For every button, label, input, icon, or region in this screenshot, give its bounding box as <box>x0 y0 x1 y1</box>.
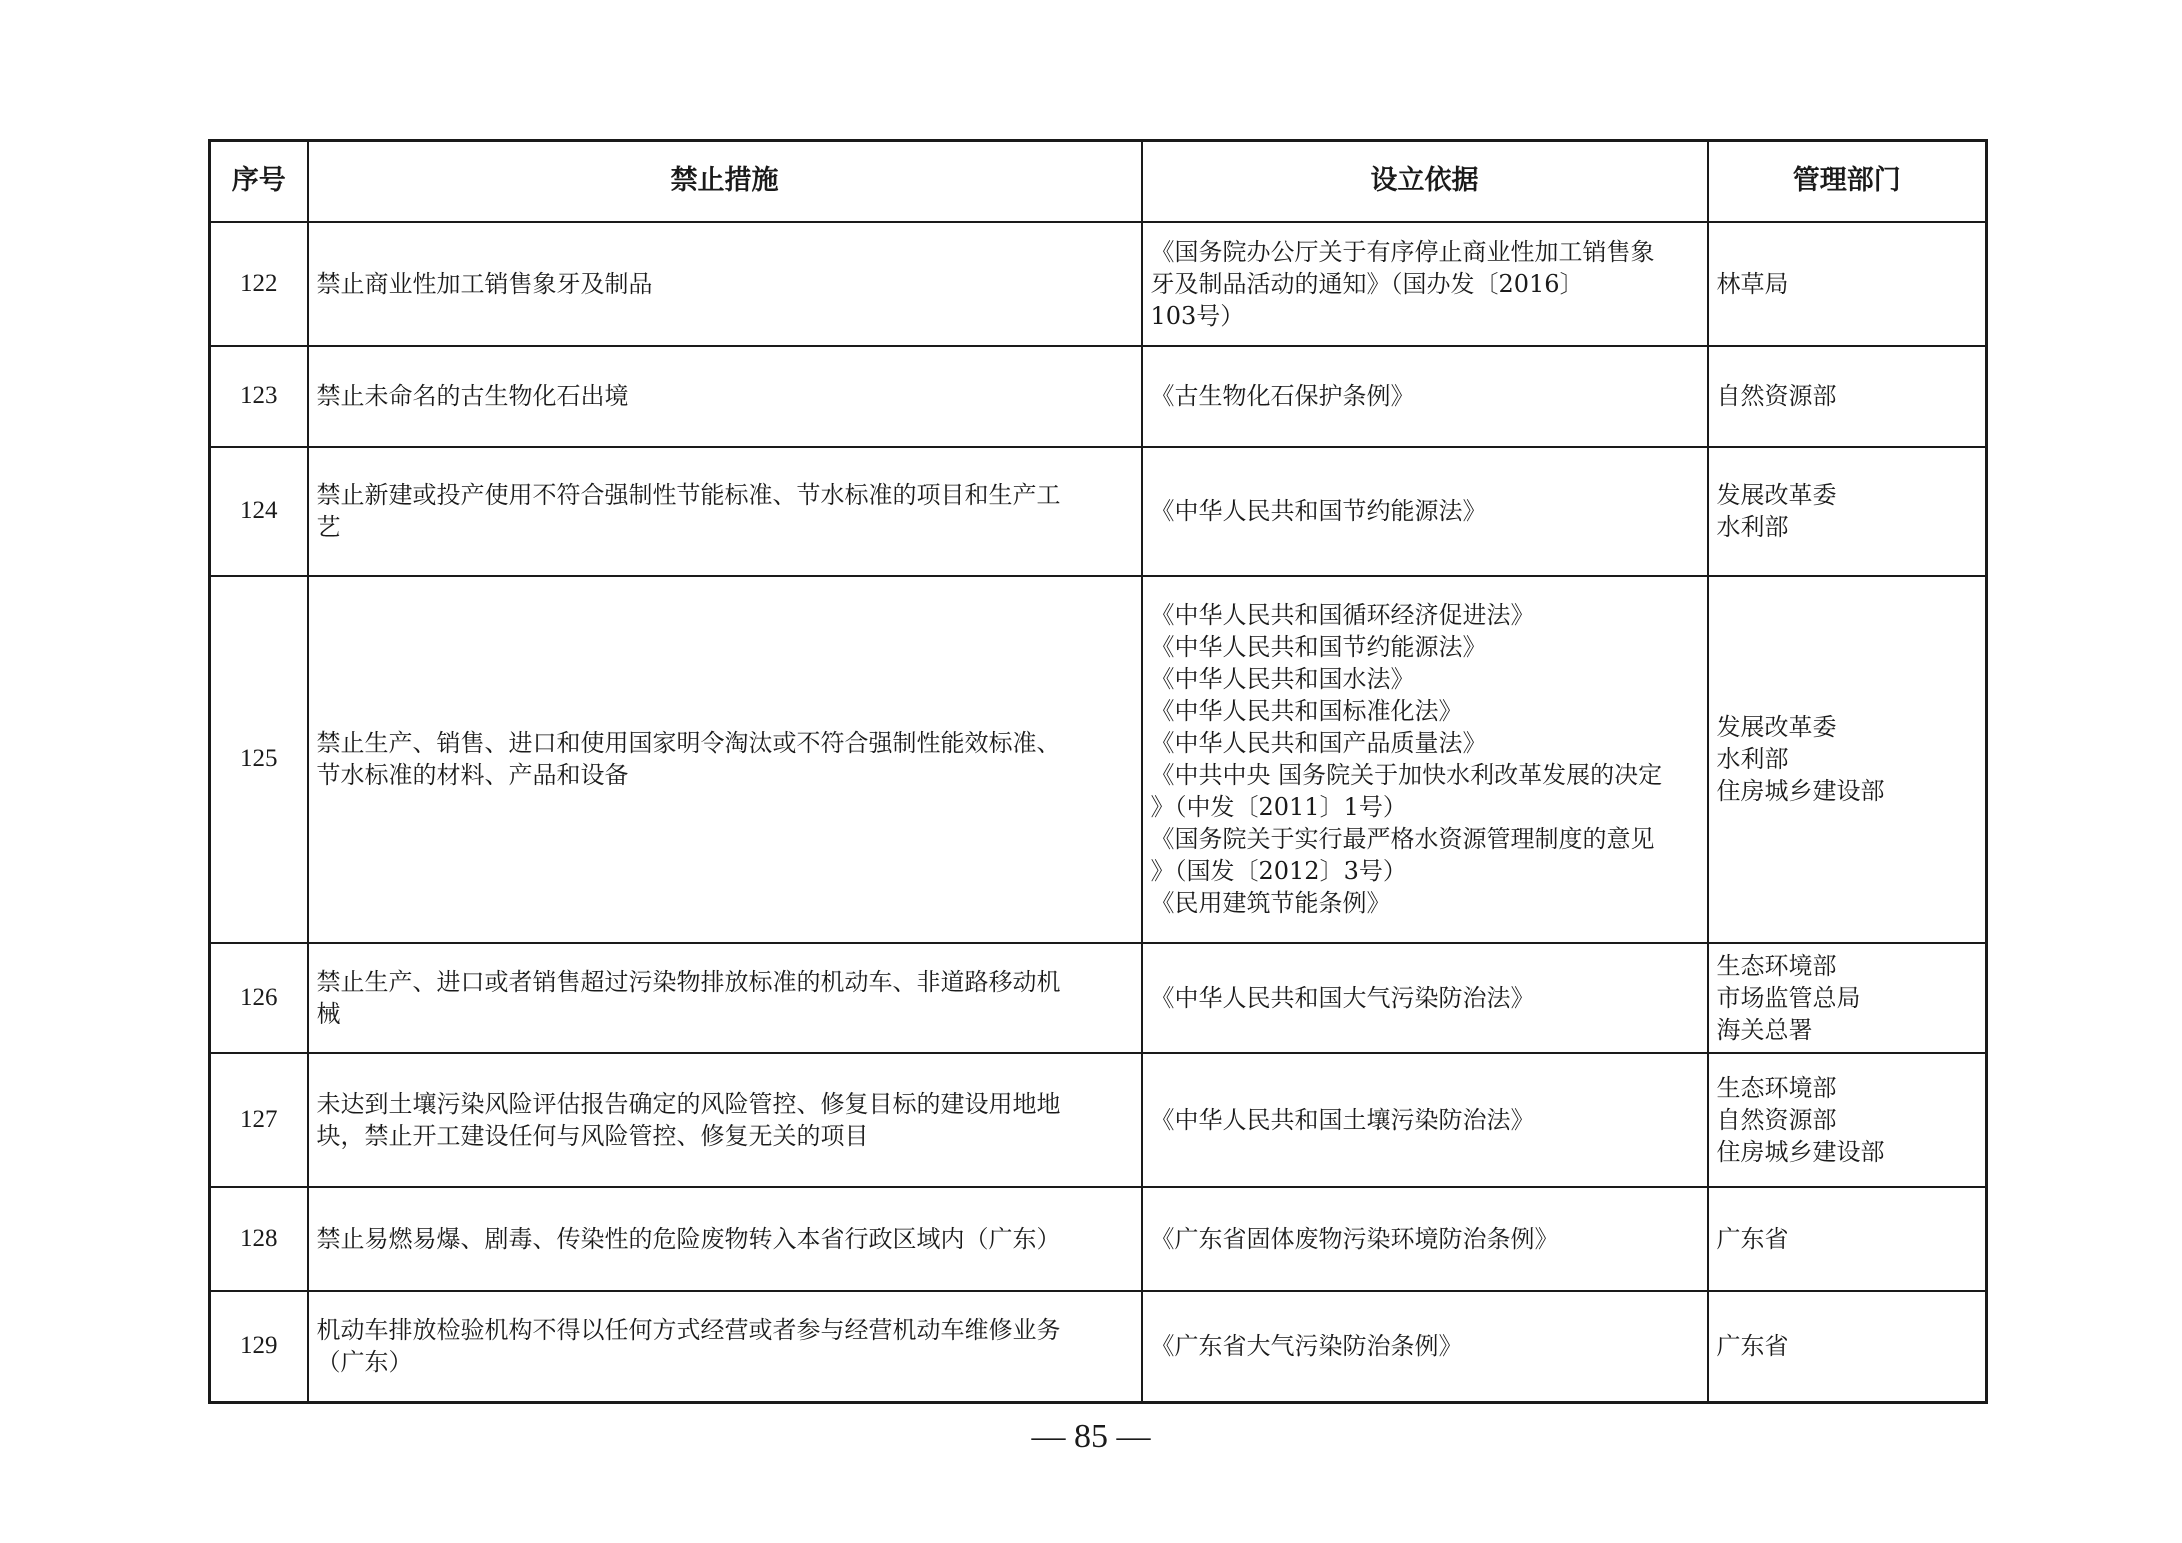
table-row <box>210 1053 1987 1187</box>
cell-measure <box>308 1291 1142 1403</box>
cell-dept <box>1708 943 1987 1053</box>
cell-dept <box>1708 222 1987 346</box>
cell-dept <box>1708 576 1987 943</box>
cell-dept-line: 住房城乡建设部 <box>1716 777 1885 805</box>
cell-seq: 123 <box>210 346 308 447</box>
cell-dept-line: 广东省 <box>1716 1332 1789 1361</box>
cell-basis-line: 《中华人民共和国循环经济促进法》 <box>1150 601 1535 629</box>
cell-dept-line: 广东省 <box>1716 1224 1789 1253</box>
cell-dept-line: 自然资源部 <box>1716 382 1837 410</box>
cell-measure-line: 械 <box>316 999 341 1028</box>
cell-seq: 124 <box>210 447 308 576</box>
cell-seq: 128 <box>210 1187 308 1291</box>
cell-dept-line: 林草局 <box>1716 269 1789 298</box>
cell-basis <box>1142 222 1708 346</box>
cell-seq: 125 <box>210 576 308 943</box>
cell-measure-line: 禁止生产、进口或者销售超过污染物排放标准的机动车、非道路移动机 <box>316 967 1061 996</box>
cell-measure-line: 机动车排放检验机构不得以任何方式经营或者参与经营机动车维修业务 <box>316 1316 1061 1345</box>
cell-dept-line: 发展改革委 <box>1716 713 1837 741</box>
cell-measure <box>308 943 1142 1053</box>
cell-basis-line: 《中共中央 国务院关于加快水利改革发展的决定 <box>1150 761 1663 789</box>
cell-dept-line: 水利部 <box>1716 513 1789 541</box>
table-row <box>210 1291 1987 1403</box>
table-body <box>210 222 1987 1403</box>
cell-basis-line: 》（国发〔2012〕3号） <box>1150 857 1407 885</box>
cell-dept <box>1708 1187 1987 1291</box>
cell-measure-line: 未达到土壤污染风险评估报告确定的风险管控、修复目标的建设用地地 <box>316 1089 1061 1118</box>
cell-measure-line: 禁止商业性加工销售象牙及制品 <box>316 269 653 298</box>
table-row <box>210 576 1987 943</box>
cell-basis-line: 《中华人民共和国节约能源法》 <box>1150 633 1487 661</box>
cell-basis-line: 《国务院关于实行最严格水资源管理制度的意见 <box>1150 825 1655 853</box>
cell-measure <box>308 1053 1142 1187</box>
cell-measure <box>308 576 1142 943</box>
cell-seq: 129 <box>210 1291 308 1403</box>
cell-basis <box>1142 346 1708 447</box>
regulation-table <box>208 139 1988 1404</box>
cell-measure-line: 艺 <box>316 513 341 541</box>
page-number: — 85 — <box>1031 1418 1151 1455</box>
cell-basis <box>1142 943 1708 1053</box>
table-row <box>210 222 1987 346</box>
cell-dept-line: 海关总署 <box>1716 1015 1813 1044</box>
cell-dept-line: 自然资源部 <box>1716 1105 1837 1134</box>
cell-measure-line: 节水标准的材料、产品和设备 <box>316 761 629 789</box>
cell-dept <box>1708 1053 1987 1187</box>
cell-basis-line: 《国务院办公厅关于有序停止商业性加工销售象 <box>1150 237 1655 266</box>
cell-dept <box>1708 1291 1987 1403</box>
cell-basis-line: 》（中发〔2011〕1号） <box>1150 793 1407 821</box>
cell-measure-line: 禁止生产、销售、进口和使用国家明令淘汰或不符合强制性能效标准、 <box>316 729 1061 757</box>
cell-dept-line: 发展改革委 <box>1716 481 1837 509</box>
header-seq: 序号 <box>210 141 308 222</box>
cell-basis-line: 《广东省大气污染防治条例》 <box>1150 1332 1463 1361</box>
table-row <box>210 1187 1987 1291</box>
cell-basis-line: 《中华人民共和国土壤污染防治法》 <box>1150 1105 1535 1134</box>
cell-dept <box>1708 346 1987 447</box>
cell-basis <box>1142 1053 1708 1187</box>
cell-dept-line: 市场监管总局 <box>1716 983 1861 1012</box>
cell-dept <box>1708 447 1987 576</box>
cell-basis-line: 《民用建筑节能条例》 <box>1150 889 1391 917</box>
table-row <box>210 943 1987 1053</box>
cell-basis <box>1142 447 1708 576</box>
cell-measure-line: 块，禁止开工建设任何与风险管控、修复无关的项目 <box>316 1121 869 1150</box>
cell-measure-line: 禁止未命名的古生物化石出境 <box>316 382 629 410</box>
cell-dept-line: 水利部 <box>1716 745 1789 773</box>
header-measure: 禁止措施 <box>308 141 1142 222</box>
cell-seq: 126 <box>210 943 308 1053</box>
cell-basis-line: 《广东省固体废物污染环境防治条例》 <box>1150 1224 1559 1253</box>
cell-basis-line: 103号） <box>1150 301 1245 330</box>
cell-measure <box>308 222 1142 346</box>
cell-basis-line: 牙及制品活动的通知》（国办发〔2016〕 <box>1150 269 1584 298</box>
cell-dept-line: 生态环境部 <box>1716 951 1837 980</box>
cell-dept-line: 住房城乡建设部 <box>1716 1137 1885 1166</box>
cell-seq: 122 <box>210 222 308 346</box>
cell-measure-line: 禁止新建或投产使用不符合强制性节能标准、节水标准的项目和生产工 <box>316 481 1061 509</box>
header-dept: 管理部门 <box>1708 141 1987 222</box>
cell-measure <box>308 447 1142 576</box>
cell-basis-line: 《中华人民共和国大气污染防治法》 <box>1150 983 1535 1012</box>
cell-measure-line: 禁止易燃易爆、剧毒、传染性的危险废物转入本省行政区域内（广东） <box>316 1224 1061 1253</box>
cell-basis <box>1142 1291 1708 1403</box>
table-row <box>210 447 1987 576</box>
header-basis: 设立依据 <box>1142 141 1708 222</box>
cell-measure-line: （广东） <box>316 1348 413 1377</box>
cell-measure <box>308 1187 1142 1291</box>
cell-seq: 127 <box>210 1053 308 1187</box>
table-header-row <box>210 141 1987 222</box>
cell-basis-line: 《中华人民共和国产品质量法》 <box>1150 729 1487 757</box>
cell-basis-line: 《中华人民共和国水法》 <box>1150 665 1415 693</box>
cell-basis-line: 《中华人民共和国标准化法》 <box>1150 697 1463 725</box>
cell-dept-line: 生态环境部 <box>1716 1073 1837 1102</box>
cell-basis <box>1142 576 1708 943</box>
table-row <box>210 346 1987 447</box>
cell-basis-line: 《中华人民共和国节约能源法》 <box>1150 497 1487 525</box>
cell-basis-line: 《古生物化石保护条例》 <box>1150 382 1415 410</box>
cell-measure <box>308 346 1142 447</box>
cell-basis <box>1142 1187 1708 1291</box>
